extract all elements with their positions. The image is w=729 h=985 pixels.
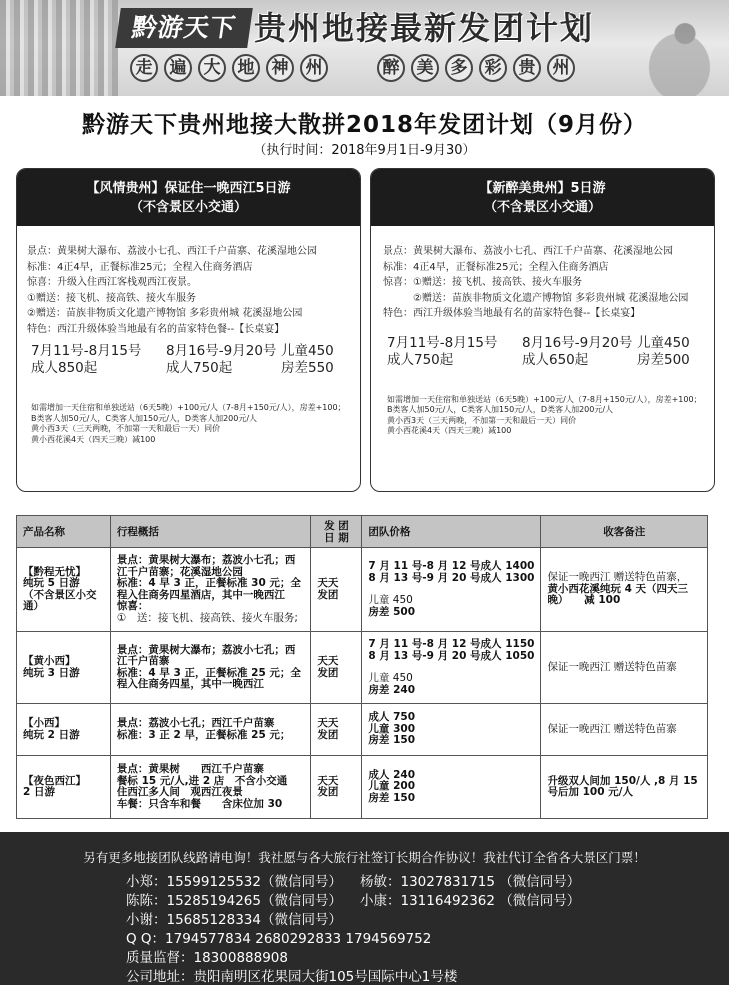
group-price [362, 548, 541, 632]
summary-line: 江千户苗寨；花溪湿地公园 [116, 565, 243, 578]
package-line: 惊喜：①赠送：接飞机、接高铁、接火车服务 [383, 277, 582, 288]
departure-date [311, 756, 362, 819]
summary-line: 住西江多人间 观西江夜景 [116, 786, 243, 798]
product-name-line: 纯玩 2 日游 [23, 728, 80, 741]
summary-line: 程入住商务四星酒店，其中一晚西江 [116, 588, 285, 601]
execution-period: （执行时间：2018年9月1日-9月30） [253, 143, 476, 158]
trip-summary [110, 548, 310, 632]
slogan-char: 醉 [377, 54, 405, 82]
company-address: 公司地址：贵阳南明区花果园大街105号国际中心1号楼 [126, 969, 458, 985]
product-name-line: 【黄小西】 [23, 655, 76, 667]
price-line: 8 月 13 号-9 月 20 号成人 1300 [368, 571, 535, 584]
contact-entry: 小谢：15685128334（微信同号） [126, 912, 342, 928]
price-line: 成人 750 [368, 711, 415, 724]
table-row [17, 548, 708, 632]
slogan-right [377, 54, 575, 82]
package-subtitle: （不含景区小交通） [483, 200, 601, 215]
footer-slogan: 另有更多地接团队线路请电询！我社愿与各大旅行社签订长期合作协议！我社代订全省各大景区门票！ [83, 850, 646, 865]
waterfall-illustration [0, 0, 118, 96]
slogan-char: 多 [445, 54, 473, 82]
package-line: 特色：西江升级体验当地最有名的苗家特色餐--【长桌宴】 [27, 323, 285, 335]
slogan-char: 神 [266, 54, 294, 82]
contact-row [126, 873, 580, 892]
package-line: 特色：西江升级体验当地最有名的苗家特色餐--【长桌宴】 [383, 308, 641, 319]
price-adult: 成人850起 [31, 360, 98, 376]
price-line: 儿童 450 [368, 594, 413, 606]
product-name [17, 632, 111, 704]
price-line: 儿童 450 [368, 672, 413, 684]
slogan-left [130, 54, 328, 82]
contact-entry: 陈陈：15285194265（微信同号） [126, 893, 342, 909]
remark-line: 晚） 减 100 [547, 594, 621, 607]
summary-line: 景点：黄果树大瀑布；荔波小七孔；西 [116, 643, 296, 656]
price-adult: 成人750起 [166, 360, 233, 376]
price-adult: 成人750起 [387, 351, 454, 368]
departure-date [311, 548, 362, 632]
header-date-char: 团 [338, 519, 349, 532]
price-period: 7月11号-8月15号 [387, 334, 498, 351]
summary-line: 惊喜： [116, 600, 149, 612]
contact-entry: 小郑：15599125532（微信同号） [126, 874, 342, 890]
contact-list [126, 873, 580, 985]
package-subtitle: （不含景区小交通） [129, 200, 247, 215]
contact-row [126, 949, 580, 968]
col-header-price: 团队价格 [362, 516, 541, 548]
col-header-summary: 行程概括 [110, 516, 310, 548]
price-adult: 成人650起 [522, 351, 589, 368]
note-line: 黄小西3天（三天两晚，不加第一天和最后一天）同价 [387, 415, 577, 425]
date-line: 天天 [317, 717, 339, 729]
remark-line: 保证一晚西江 赠送特色苗寨 [547, 722, 677, 735]
package-line: 景点：黄果树大瀑布、荔波小七孔、西江千户苗寨、花溪湿地公园 [383, 246, 673, 257]
price-period: 8月16号-9月20号 [522, 334, 633, 351]
banner-title: 贵州地接最新发团计划 [254, 9, 595, 47]
tour-schedule-table [16, 515, 708, 819]
slogan-char: 走 [130, 54, 158, 82]
product-name-line: 纯玩 5 日游 [23, 577, 80, 589]
departure-date [311, 704, 362, 756]
contact-row [126, 911, 580, 930]
header-date-char: 期 [338, 531, 349, 544]
summary-line: 车餐：只含车和餐 含床位加 30 [116, 797, 283, 810]
group-price [362, 756, 541, 819]
header-banner [0, 0, 729, 96]
price-line: 房差 150 [368, 791, 415, 804]
product-name-line: 【黔程无忧】 [23, 565, 86, 578]
package-notes [27, 403, 360, 445]
slogan-char: 州 [547, 54, 575, 82]
booking-remark [541, 548, 708, 632]
booking-remark [541, 704, 708, 756]
col-header-remark: 收客备注 [541, 516, 708, 548]
package-line: 标准：4正4早，正餐标准25元；全程入住商务酒店 [383, 261, 609, 273]
summary-line: 江千户苗寨 [116, 655, 170, 667]
date-line: 发团 [317, 728, 339, 741]
package-title: 【新醉美贵州】5日游 [479, 181, 606, 196]
package-header [17, 169, 360, 226]
group-price [362, 632, 541, 704]
package-title: 【风情贵州】保证住一晚西江5日游 [86, 181, 291, 196]
contact-row [126, 892, 580, 911]
price-line: 儿童 200 [368, 780, 415, 793]
price-line: 7 月 11 号-8 月 12 号成人 1150 [368, 638, 535, 650]
remark-line: 号后加 100 元/人 [547, 786, 634, 798]
header-date-char: 发 [324, 519, 335, 532]
date-line: 发团 [317, 786, 339, 798]
booking-remark [541, 756, 708, 819]
note-line: 黄小西花溪4天（四天三晚）减100 [31, 434, 156, 444]
note-line: B类客人加50元/人，C类客人加150元/人，D类客人加200元/人 [387, 405, 614, 414]
price-child: 儿童450 [637, 334, 690, 351]
page-title: 黔游天下贵州地接大散拼2018年发团计划（9月份） [81, 112, 648, 138]
product-name [17, 756, 111, 819]
product-name-line: 【夜色西江】 [23, 774, 86, 787]
product-name-line: 纯玩 3 日游 [23, 666, 80, 679]
package-line: 标准：4正4早，正餐标准25元；全程入住商务酒店 [27, 261, 253, 273]
price-line: 房差 150 [368, 734, 415, 747]
quality-supervision: 质量监督：18300888908 [126, 950, 288, 966]
package-prices [27, 343, 360, 377]
trip-summary [110, 632, 310, 704]
note-line: 黄小西3天（三天两晚，不加第一天和最后一天）同价 [31, 424, 221, 433]
price-line: 房差 240 [368, 683, 415, 696]
remark-line: 黄小西花溪纯玩 4 天（四天三 [547, 582, 689, 595]
price-room-diff: 房差550 [281, 360, 334, 376]
contact-footer [0, 832, 729, 985]
remark-line: 升级双人间加 150/人 ,8 月 15 [547, 774, 698, 787]
date-line: 天天 [317, 577, 339, 589]
trip-summary [110, 704, 310, 756]
slogan-char: 州 [300, 54, 328, 82]
contact-row [126, 930, 580, 949]
package-line: ①赠送：接飞机、接高铁、接火车服务 [27, 292, 196, 304]
product-name-line: （不含景区小交 [23, 588, 97, 601]
note-line: 黄小西花溪4天（四天三晚）减100 [387, 426, 512, 435]
summary-line: 标准：4 早 3 正，正餐标准 25 元；全 [116, 666, 301, 679]
note-line: 如需增加一天住宿和单独送站（6天5晚）+100元/人（7-8月+150元/人），房差+100； [387, 394, 702, 404]
price-line: 8 月 13 号-9 月 20 号成人 1050 [368, 649, 535, 662]
group-price [362, 704, 541, 756]
product-name-line: 通） [23, 600, 44, 612]
summary-line: ① 送：接飞机、接高铁、接火车服务; [116, 611, 298, 624]
contact-entry: 杨敏：13027831715 （微信同号） [360, 874, 581, 890]
contact-row [126, 968, 580, 985]
package-card-fengqing [16, 168, 361, 492]
note-line: 如需增加一天住宿和单独送站（6天5晚）+100元/人（7-8月+150元/人），房差+100； [31, 403, 346, 412]
trip-summary [110, 756, 310, 819]
product-name-line: 【小西】 [23, 717, 65, 729]
package-line: ②赠送：苗族非物质文化遗产博物馆 多彩贵州城 花溪湿地公园 [27, 308, 303, 319]
col-header-product: 产品名称 [17, 516, 111, 548]
date-line: 天天 [317, 655, 339, 667]
fairy-illustration [619, 0, 729, 96]
price-period: 8月16号-9月20号 [166, 343, 277, 359]
summary-line: 景点：黄果树大瀑布；荔波小七孔；西 [116, 554, 296, 566]
package-line: 惊喜：升级入住西江客栈观西江夜景。 [27, 277, 197, 288]
slogan-char: 贵 [513, 54, 541, 82]
product-name-line: 2 日游 [23, 786, 55, 798]
note-line: B类客人加50元/人，C类客人加150元/人，D类客人加200元/人 [31, 413, 258, 423]
slogan-char: 彩 [479, 54, 507, 82]
price-line: 7 月 11 号-8 月 12 号成人 1400 [368, 560, 535, 572]
header-date-char: 日 [324, 531, 335, 544]
price-line: 成人 240 [368, 768, 415, 781]
price-child: 儿童450 [281, 343, 334, 359]
package-line: ②赠送：苗族非物质文化遗产博物馆 多彩贵州城 花溪湿地公园 [383, 292, 689, 304]
summary-line: 景点：荔波小七孔；西江千户苗寨 [116, 717, 275, 729]
table-header-row [17, 516, 708, 548]
date-line: 发团 [317, 666, 339, 679]
product-name [17, 704, 111, 756]
table-row [17, 632, 708, 704]
package-header [371, 169, 714, 226]
date-line: 天天 [317, 774, 339, 787]
package-body [371, 226, 714, 437]
package-card-xinzuimei [370, 168, 715, 492]
package-line: 景点：黄果树大瀑布、荔波小七孔、西江千户苗寨、花溪湿地公园 [27, 246, 317, 257]
table-row [17, 756, 708, 819]
slogan-char: 遍 [164, 54, 192, 82]
contact-entry: 小康：13116492362 （微信同号） [360, 893, 581, 909]
price-line: 儿童 300 [368, 722, 415, 735]
summary-line: 餐标 15 元/人,进 2 店 不含小交通 [116, 774, 288, 787]
departure-date [311, 632, 362, 704]
qq-numbers: Q Q：1794577834 2680292833 1794569752 [126, 931, 432, 947]
package-prices [383, 335, 714, 369]
col-header-date [311, 516, 362, 548]
package-body [17, 226, 360, 445]
slogan-char: 地 [232, 54, 260, 82]
brand-logo: 黔游天下 [115, 8, 253, 48]
summary-line: 景点：黄果树 西江千户苗寨 [116, 763, 264, 775]
package-notes [383, 395, 714, 437]
price-line: 房差 500 [368, 605, 415, 618]
slogan-char: 美 [411, 54, 439, 82]
summary-line: 程入住商务四星，其中一晚西江 [116, 678, 264, 690]
summary-line: 标准：3 正 2 早，正餐标准 25 元； [116, 728, 291, 741]
remark-line: 保证一晚西江 赠送特色苗寨 [547, 660, 677, 673]
product-name [17, 548, 111, 632]
price-room-diff: 房差500 [637, 351, 690, 368]
remark-line: 保证一晚西江 赠送特色苗寨， [547, 571, 688, 584]
price-period: 7月11号-8月15号 [31, 343, 142, 359]
summary-line: 标准：4 早 3 正，正餐标准 30 元；全 [116, 577, 301, 589]
date-line: 发团 [317, 588, 339, 601]
table-row [17, 704, 708, 756]
slogan-char: 大 [198, 54, 226, 82]
booking-remark [541, 632, 708, 704]
